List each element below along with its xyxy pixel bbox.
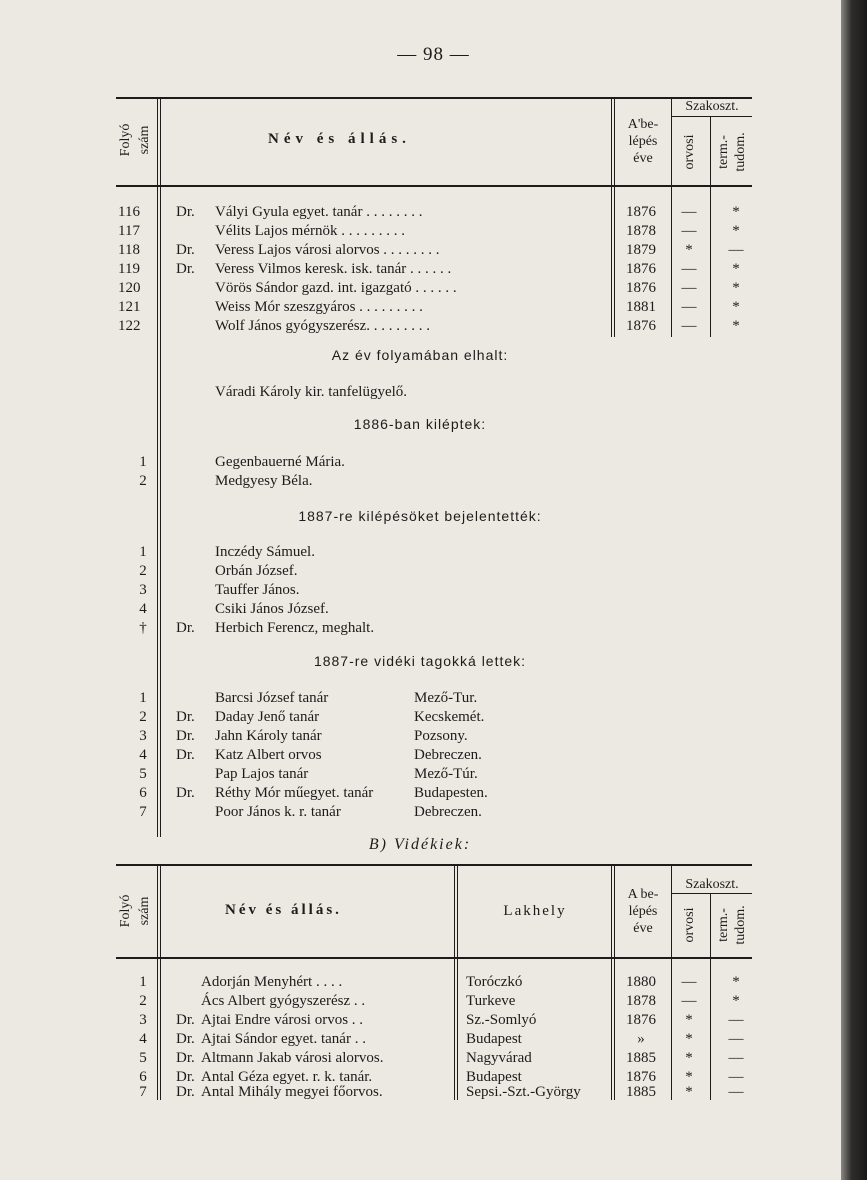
header-term2: tudom. bbox=[733, 905, 748, 945]
table1-szakoszt-rule bbox=[672, 116, 752, 117]
row-name: Veress Lajos városi alorvos . . . . . . . . bbox=[215, 242, 440, 258]
item-number: 1 bbox=[139, 690, 147, 706]
header-orvosi: orvosi bbox=[682, 134, 697, 170]
section-heading-videki: 1887-re vidéki tagokká lettek: bbox=[313, 653, 527, 669]
item-name: Réthy Mór műegyet. tanár bbox=[215, 785, 374, 801]
row-lakhely: Budapest bbox=[466, 1069, 522, 1085]
row-term: — bbox=[728, 1084, 744, 1100]
row-number: 3 bbox=[139, 1012, 147, 1028]
item-name: Gegenbauerné Mária. bbox=[215, 454, 345, 470]
row-term: — bbox=[728, 1012, 744, 1028]
header-term2: tudom. bbox=[733, 132, 748, 172]
header-belepes bbox=[614, 886, 672, 937]
header-belepes-line: A be- bbox=[627, 887, 659, 902]
item-place: Kecskemét. bbox=[414, 709, 485, 725]
row-year: 1876 bbox=[626, 261, 656, 277]
item-name: Jahn Károly tanár bbox=[215, 728, 322, 744]
row-year: 1879 bbox=[626, 242, 656, 258]
row-year: 1876 bbox=[626, 204, 656, 220]
row-orvosi: — bbox=[681, 993, 697, 1009]
header-szakoszt: Szakoszt. bbox=[685, 99, 739, 114]
section-heading-elhalt: Az év folyamában elhalt: bbox=[331, 347, 509, 363]
item-place: Pozsony. bbox=[414, 728, 468, 744]
item-name: Poor János k. r. tanár bbox=[215, 804, 341, 820]
header-folyo: Folyó bbox=[118, 123, 133, 157]
header-term1: term.- bbox=[716, 135, 731, 169]
list-item bbox=[0, 803, 840, 822]
table-row bbox=[0, 279, 840, 298]
item-name: Daday Jenő tanár bbox=[215, 709, 320, 725]
row-number: 117 bbox=[118, 223, 140, 239]
row-orvosi: * bbox=[685, 1050, 693, 1066]
item-number: 2 bbox=[139, 563, 147, 579]
row-title: Dr. bbox=[176, 1050, 195, 1066]
item-place: Debreczen. bbox=[414, 804, 482, 820]
list-item bbox=[0, 689, 840, 708]
row-name: Adorján Menyhért . . . . bbox=[201, 974, 343, 990]
row-lakhely: Sepsi.-Szt.-György bbox=[466, 1084, 581, 1100]
list-item bbox=[0, 562, 840, 581]
item-number: 2 bbox=[139, 473, 147, 489]
header-folyo: Folyó bbox=[118, 894, 133, 928]
row-name: Veress Vilmos keresk. isk. tanár . . . . . . bbox=[215, 261, 452, 277]
row-name: Vélits Lajos mérnök . . . . . . . . . bbox=[215, 223, 405, 239]
row-lakhely: Turkeve bbox=[466, 993, 516, 1009]
header-belepes-line: éve bbox=[633, 151, 653, 166]
table-row bbox=[0, 1030, 840, 1049]
page-binding-edge bbox=[841, 0, 867, 1180]
row-name: Ács Albert gyógyszerész . . bbox=[201, 993, 366, 1009]
section-b-heading: B) Vidékiek: bbox=[368, 836, 472, 853]
table-row bbox=[0, 203, 840, 222]
item-number: 3 bbox=[139, 582, 147, 598]
row-number: 120 bbox=[118, 280, 141, 296]
header-szakoszt: Szakoszt. bbox=[685, 877, 739, 892]
item-name: Inczédy Sámuel. bbox=[215, 544, 315, 560]
row-term: — bbox=[728, 1050, 744, 1066]
header-belepes-line: lépés bbox=[628, 134, 658, 149]
row-name: Ajtai Endre városi orvos . . bbox=[201, 1012, 364, 1028]
row-orvosi: — bbox=[681, 318, 697, 334]
row-title: Dr. bbox=[176, 1084, 195, 1100]
item-number: 3 bbox=[139, 728, 147, 744]
row-number: 5 bbox=[139, 1050, 147, 1066]
row-title: Dr. bbox=[176, 261, 195, 277]
row-name: Altmann Jakab városi alorvos. bbox=[201, 1050, 384, 1066]
list-item bbox=[0, 619, 840, 638]
item-title: Dr. bbox=[176, 785, 195, 801]
list-item bbox=[0, 727, 840, 746]
list-item bbox=[0, 708, 840, 727]
table-row bbox=[0, 222, 840, 241]
row-name: Antal Mihály megyei főorvos. bbox=[201, 1084, 383, 1100]
row-term: * bbox=[732, 261, 740, 277]
table-row bbox=[0, 241, 840, 260]
table-row bbox=[0, 973, 840, 992]
row-orvosi: — bbox=[681, 974, 697, 990]
row-orvosi: * bbox=[685, 1012, 693, 1028]
table-row bbox=[0, 298, 840, 317]
row-title: Dr. bbox=[176, 1012, 195, 1028]
header-nev-allas: Név és állás. bbox=[268, 131, 411, 147]
row-orvosi: — bbox=[681, 280, 697, 296]
table1-header-rule bbox=[116, 185, 752, 187]
list-item bbox=[0, 543, 840, 562]
table-row bbox=[0, 317, 840, 336]
item-number: 4 bbox=[139, 747, 147, 763]
row-orvosi: — bbox=[681, 299, 697, 315]
row-term: — bbox=[728, 1069, 744, 1085]
item-name: Orbán József. bbox=[215, 563, 298, 579]
item-number: 1 bbox=[139, 544, 147, 560]
row-term: * bbox=[732, 223, 740, 239]
item-title: Dr. bbox=[176, 620, 195, 636]
row-year: 1885 bbox=[626, 1084, 656, 1100]
list-item bbox=[0, 784, 840, 803]
item-number: 6 bbox=[139, 785, 147, 801]
row-orvosi: * bbox=[685, 1084, 693, 1100]
row-orvosi: * bbox=[685, 1069, 693, 1085]
header-szam: szám bbox=[137, 896, 152, 926]
header-belepes-line: lépés bbox=[628, 904, 658, 919]
row-title: Dr. bbox=[176, 242, 195, 258]
row-number: 119 bbox=[118, 261, 140, 277]
row-name: Ajtai Sándor egyet. tanár . . bbox=[201, 1031, 366, 1047]
table2-header-rule bbox=[116, 957, 752, 959]
row-number: 116 bbox=[118, 204, 140, 220]
header-belepes bbox=[614, 116, 672, 167]
header-orvosi: orvosi bbox=[682, 907, 697, 943]
row-year: 1878 bbox=[626, 993, 656, 1009]
row-lakhely: Nagyvárad bbox=[466, 1050, 532, 1066]
row-name: Vályi Gyula egyet. tanár . . . . . . . . bbox=[215, 204, 423, 220]
row-lakhely: Toróczkó bbox=[466, 974, 523, 990]
item-number: 2 bbox=[139, 709, 147, 725]
row-name: Weiss Mór szeszgyáros . . . . . . . . . bbox=[215, 299, 423, 315]
row-term: * bbox=[732, 974, 740, 990]
header-belepes-line: éve bbox=[633, 921, 653, 936]
item-place: Mező-Túr. bbox=[414, 766, 478, 782]
item-number: 4 bbox=[139, 601, 147, 617]
header-szam: szám bbox=[137, 125, 152, 155]
table2-szakoszt-rule bbox=[672, 893, 752, 894]
section-heading-bejelentettek: 1887-re kilépésöket bejelentették: bbox=[298, 508, 542, 524]
item-number: † bbox=[139, 620, 147, 636]
row-term: * bbox=[732, 280, 740, 296]
row-term: * bbox=[732, 299, 740, 315]
item-place: Mező-Tur. bbox=[414, 690, 478, 706]
list-item bbox=[0, 472, 840, 491]
row-name: Antal Géza egyet. r. k. tanár. bbox=[201, 1069, 373, 1085]
item-name: Tauffer János. bbox=[215, 582, 300, 598]
table-row bbox=[0, 1083, 840, 1102]
row-number: 7 bbox=[139, 1084, 147, 1100]
section-heading-kileptek: 1886-ban kiléptek: bbox=[353, 416, 487, 432]
table-row bbox=[0, 260, 840, 279]
row-year: 1880 bbox=[626, 974, 656, 990]
list-item bbox=[0, 383, 840, 402]
row-term: — bbox=[728, 1031, 744, 1047]
row-title: Dr. bbox=[176, 204, 195, 220]
page-number: — 98 — bbox=[397, 44, 470, 65]
item-name: Katz Albert orvos bbox=[215, 747, 322, 763]
table-row bbox=[0, 1011, 840, 1030]
row-year: 1885 bbox=[626, 1050, 656, 1066]
item-name: Herbich Ferencz, meghalt. bbox=[215, 620, 375, 636]
row-title: Dr. bbox=[176, 1069, 195, 1085]
row-title: Dr. bbox=[176, 1031, 195, 1047]
row-orvosi: * bbox=[685, 1031, 693, 1047]
row-year: 1876 bbox=[626, 318, 656, 334]
list-item bbox=[0, 453, 840, 472]
item-title: Dr. bbox=[176, 709, 195, 725]
row-number: 6 bbox=[139, 1069, 147, 1085]
row-number: 4 bbox=[139, 1031, 147, 1047]
list-item bbox=[0, 746, 840, 765]
row-term: — bbox=[728, 242, 744, 258]
row-number: 122 bbox=[118, 318, 141, 334]
row-term: * bbox=[732, 204, 740, 220]
row-name: Wolf János gyógyszerész. . . . . . . . . bbox=[215, 318, 431, 334]
header-belepes-line: A'be- bbox=[627, 117, 659, 132]
item-name: Váradi Károly kir. tanfelügyelő. bbox=[215, 384, 408, 400]
item-name: Csiki János József. bbox=[215, 601, 329, 617]
table1-top-rule bbox=[116, 97, 752, 99]
row-term: * bbox=[732, 318, 740, 334]
row-year: 1876 bbox=[626, 1069, 656, 1085]
row-orvosi: * bbox=[685, 242, 693, 258]
row-lakhely: Sz.-Somlyó bbox=[466, 1012, 537, 1028]
row-year: 1881 bbox=[626, 299, 656, 315]
item-name: Barcsi József tanár bbox=[215, 690, 329, 706]
header-term1: term.- bbox=[716, 908, 731, 942]
row-year: » bbox=[637, 1031, 645, 1047]
item-title: Dr. bbox=[176, 747, 195, 763]
item-name: Medgyesy Béla. bbox=[215, 473, 313, 489]
row-number: 1 bbox=[139, 974, 147, 990]
header-lakhely: Lakhely bbox=[503, 903, 567, 919]
item-title: Dr. bbox=[176, 728, 195, 744]
row-orvosi: — bbox=[681, 261, 697, 277]
table-row bbox=[0, 1049, 840, 1068]
item-number: 1 bbox=[139, 454, 147, 470]
header-nev-allas: Név és állás. bbox=[225, 902, 342, 918]
row-number: 121 bbox=[118, 299, 141, 315]
row-year: 1876 bbox=[626, 1012, 656, 1028]
item-place: Budapesten. bbox=[414, 785, 488, 801]
row-orvosi: — bbox=[681, 223, 697, 239]
row-term: * bbox=[732, 993, 740, 1009]
row-year: 1878 bbox=[626, 223, 656, 239]
row-number: 2 bbox=[139, 993, 147, 1009]
row-name: Vörös Sándor gazd. int. igazgató . . . . . . bbox=[215, 280, 457, 296]
item-place: Debreczen. bbox=[414, 747, 482, 763]
item-number: 5 bbox=[139, 766, 147, 782]
row-number: 118 bbox=[118, 242, 140, 258]
list-item bbox=[0, 765, 840, 784]
row-lakhely: Budapest bbox=[466, 1031, 522, 1047]
list-item bbox=[0, 600, 840, 619]
item-name: Pap Lajos tanár bbox=[215, 766, 309, 782]
item-number: 7 bbox=[139, 804, 147, 820]
table-row bbox=[0, 992, 840, 1011]
table2-top-rule bbox=[116, 864, 752, 866]
list-item bbox=[0, 581, 840, 600]
row-year: 1876 bbox=[626, 280, 656, 296]
row-orvosi: — bbox=[681, 204, 697, 220]
